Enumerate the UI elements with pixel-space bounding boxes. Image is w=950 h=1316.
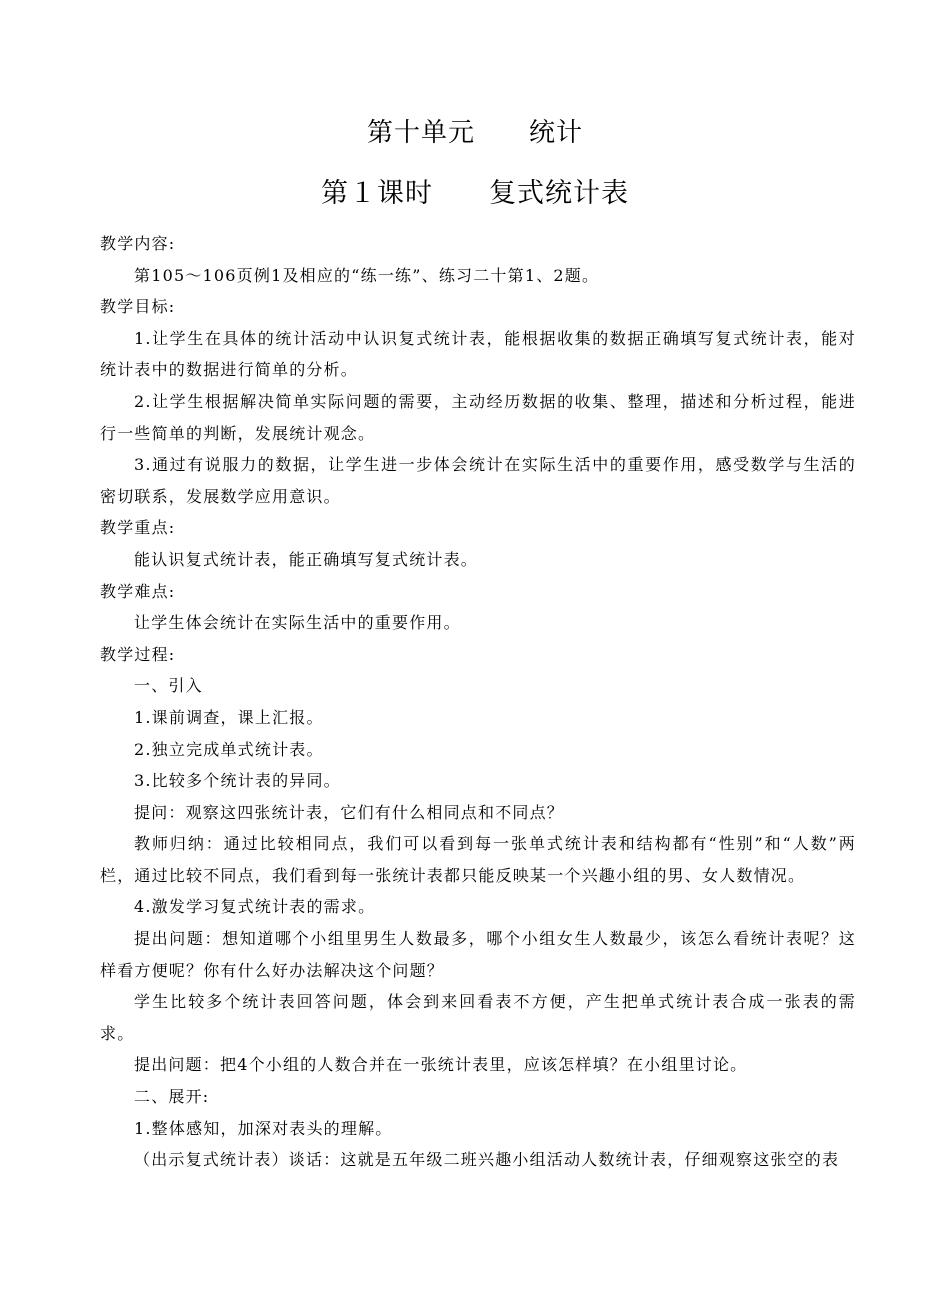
- section-heading-process: 教学过程:: [100, 644, 176, 664]
- paragraph-question: 提问：观察这四张统计表，它们有什么相同点和不同点？: [134, 802, 565, 822]
- section-heading-objectives: 教学目标:: [100, 297, 176, 317]
- paragraph-key-points: 能认识复式统计表，能正确填写复式统计表。: [134, 549, 479, 569]
- paragraph-intro-heading: 一、引入: [134, 676, 203, 696]
- section-heading-content: 教学内容:: [100, 234, 176, 253]
- paragraph-content-pages: 第105～106页例1及相应的“练一练”、练习二十第1、2题。: [134, 265, 600, 285]
- section-heading-key-points: 教学重点:: [100, 518, 176, 538]
- paragraph-intro-2: 2.独立完成单式统计表。: [134, 739, 324, 759]
- paragraph-question-3: 提出问题：把4个小组的人数合并在一张统计表里，应该怎样填？在小组里讨论。: [134, 1055, 748, 1075]
- paragraph-develop-talk: （出示复式统计表）谈话：这就是五年级二班兴趣小组活动人数统计表，仔细观察这张空的表: [134, 1150, 840, 1170]
- paragraph-develop-heading: 二、展开:: [134, 1087, 210, 1107]
- lesson-title: 第１课时 复式统计表: [321, 178, 629, 209]
- paragraph-intro-3: 3.比较多个统计表的异同。: [134, 771, 341, 791]
- paragraph-develop-1: 1.整体感知，加深对表头的理解。: [134, 1118, 393, 1138]
- paragraph-teacher-summary: 教师归纳：通过比较相同点，我们可以看到每一张单式统计表和结构都有“性别”和“人数”两栏，通过比较不同点，我们看到每一张统计表都只能反映某一个兴趣小组的男、女人数情况。: [100, 834, 856, 885]
- paragraph-objective-3: 3.通过有说服力的数据，让学生进一步体会统计在实际生活中的重要作用，感受数学与生活的密切联系，发展数学应用意识。: [100, 455, 856, 506]
- paragraph-intro-4: 4.激发学习复式统计表的需求。: [134, 897, 376, 917]
- paragraph-question-2: 提出问题：想知道哪个小组里男生人数最多，哪个小组女生人数最少，该怎么看统计表呢？这样看方便呢？你有什么好办法解决这个问题？: [100, 929, 856, 980]
- paragraph-difficulties: 让学生体会统计在实际生活中的重要作用。: [134, 613, 461, 633]
- paragraph-student-compare: 学生比较多个统计表回答问题，体会到来回看表不方便，产生把单式统计表合成一张表的需求。: [100, 992, 856, 1043]
- document-body: [100, 228, 856, 1176]
- paragraph-intro-1: 1.课前调查，课上汇报。: [134, 707, 324, 727]
- paragraph-objective-2: 2.让学生根据解决简单实际问题的需要，主动经历数据的收集、整理，描述和分析过程，能进行一些简单的判断，发展统计观念。: [100, 391, 856, 443]
- section-heading-difficulties: 教学难点:: [100, 581, 176, 601]
- paragraph-objective-1: 1.让学生在具体的统计活动中认识复式统计表，能根据收集的数据正确填写复式统计表，能对统计表中的数据进行简单的分析。: [100, 328, 856, 380]
- unit-title: 第十单元 统计: [366, 118, 583, 148]
